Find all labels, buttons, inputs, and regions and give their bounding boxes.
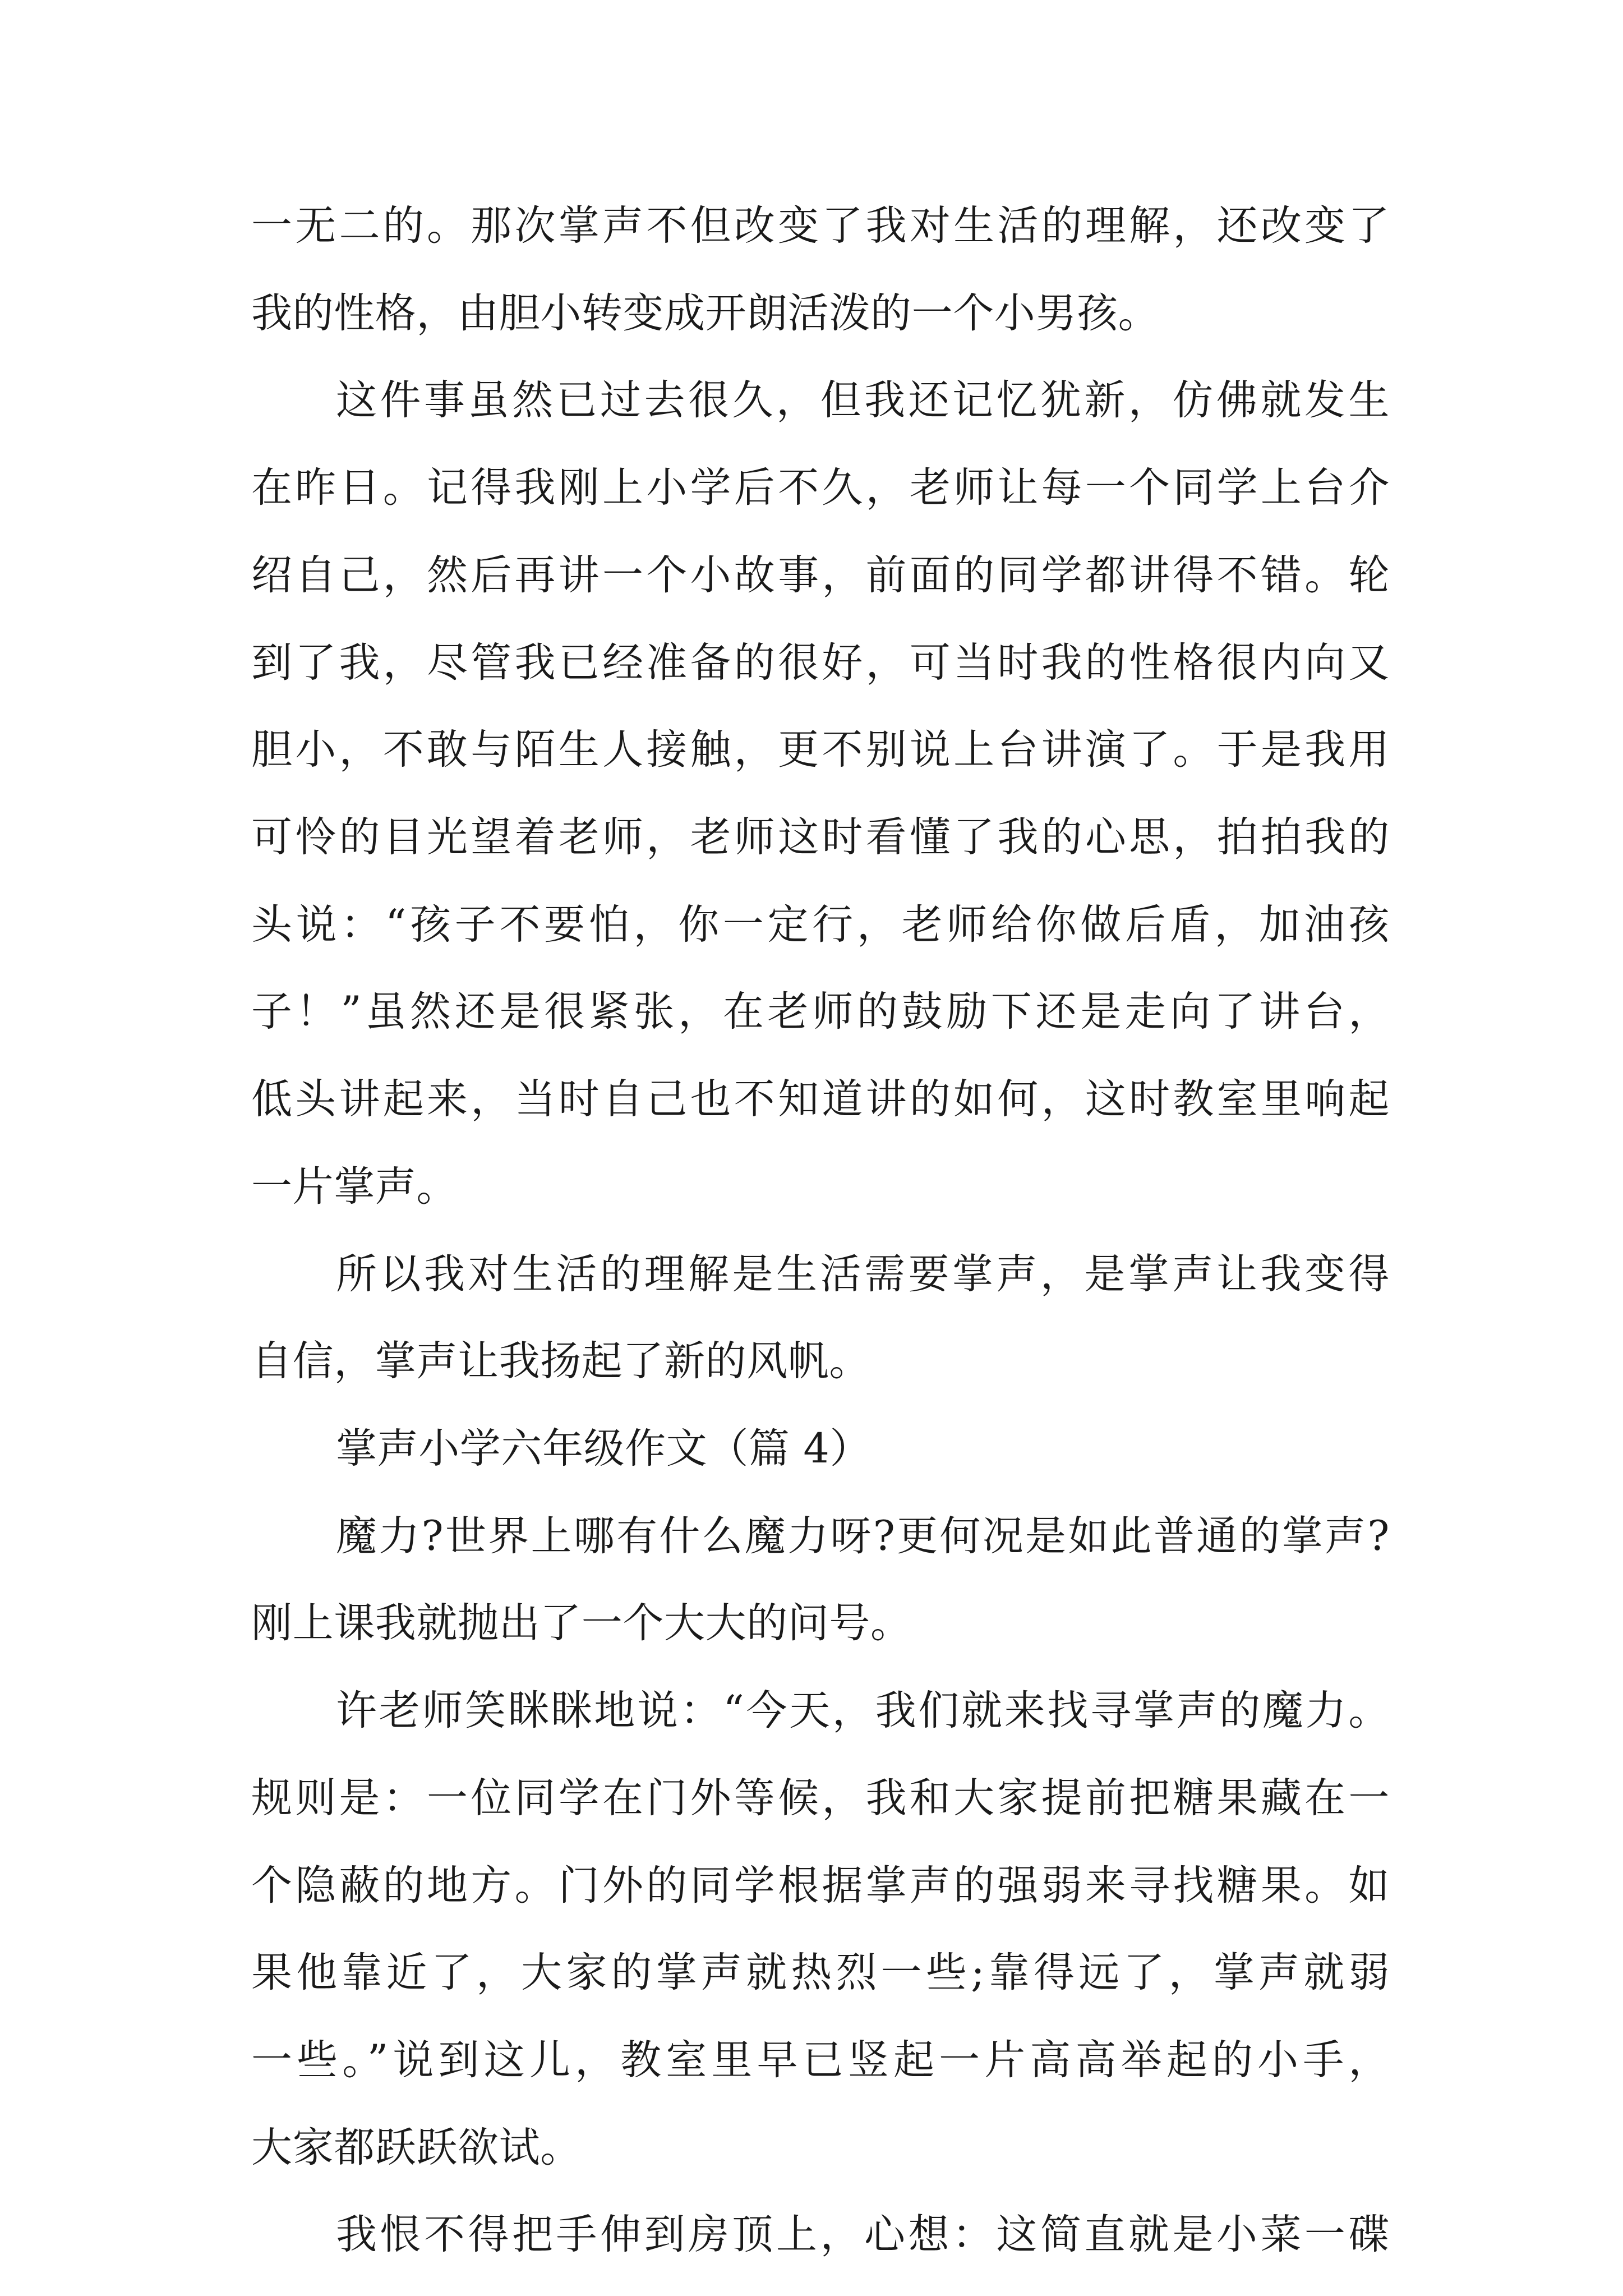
text-line: 在昨日。记得我刚上小学后不久，老师让每一个同学上台介 <box>251 464 1390 512</box>
text-line: 刚上课我就抛出了一个大大的问号。 <box>251 1599 912 1647</box>
paragraph-first-line: 许老师笑眯眯地说：“今天，我们就来找寻掌声的魔力。 <box>336 1687 1390 1734</box>
text-line: 头说：“孩子不要怕，你一定行，老师给你做后盾，加油孩 <box>251 901 1390 949</box>
text-line: 大家都跃跃欲试。 <box>251 2124 582 2171</box>
paragraph-first-line: 所以我对生活的理解是生活需要掌声，是掌声让我变得 <box>336 1250 1390 1298</box>
text-line: 果他靠近了，大家的掌声就热烈一些;靠得远了，掌声就弱 <box>251 1949 1390 1996</box>
text-line: 一些。”说到这儿，教室里早已竖起一片高高举起的小手， <box>251 2036 1390 2084</box>
text-line: 个隐蔽的地方。门外的同学根据掌声的强弱来寻找糖果。如 <box>251 1862 1390 1910</box>
text-line: 规则是：一位同学在门外等候，我和大家提前把糖果藏在一 <box>251 1774 1390 1822</box>
text-line: 子！”虽然还是很紧张，在老师的鼓励下还是走向了讲台， <box>251 988 1390 1036</box>
text-line: 一片掌声。 <box>251 1163 458 1211</box>
text-line: 一无二的。那次掌声不但改变了我对生活的理解，还改变了 <box>251 202 1390 250</box>
paragraph-first-line: 这件事虽然已过去很久，但我还记忆犹新，仿佛就发生 <box>336 376 1390 424</box>
text-line: 绍自己，然后再讲一个小故事，前面的同学都讲得不错。轮 <box>251 551 1390 599</box>
section-heading: 掌声小学六年级作文（篇 4） <box>336 1425 872 1473</box>
paragraph-first-line: 我恨不得把手伸到房顶上，心想：这简直就是小菜一碟 <box>336 2211 1390 2258</box>
text-line: 胆小，不敢与陌生人接触，更不别说上台讲演了。于是我用 <box>251 726 1390 774</box>
text-line: 可怜的目光望着老师，老师这时看懂了我的心思，拍拍我的 <box>251 813 1390 861</box>
text-line: 低头讲起来，当时自己也不知道讲的如何，这时教室里响起 <box>251 1075 1390 1123</box>
text-line: 到了我，尽管我已经准备的很好，可当时我的性格很内向又 <box>251 639 1390 687</box>
paragraph-first-line: 魔力?世界上哪有什么魔力呀?更何况是如此普通的掌声? <box>336 1512 1390 1560</box>
text-line: 我的性格，由胆小转变成开朗活泼的一个小男孩。 <box>251 289 1160 337</box>
text-line: 自信，掌声让我扬起了新的风帆。 <box>251 1337 870 1385</box>
